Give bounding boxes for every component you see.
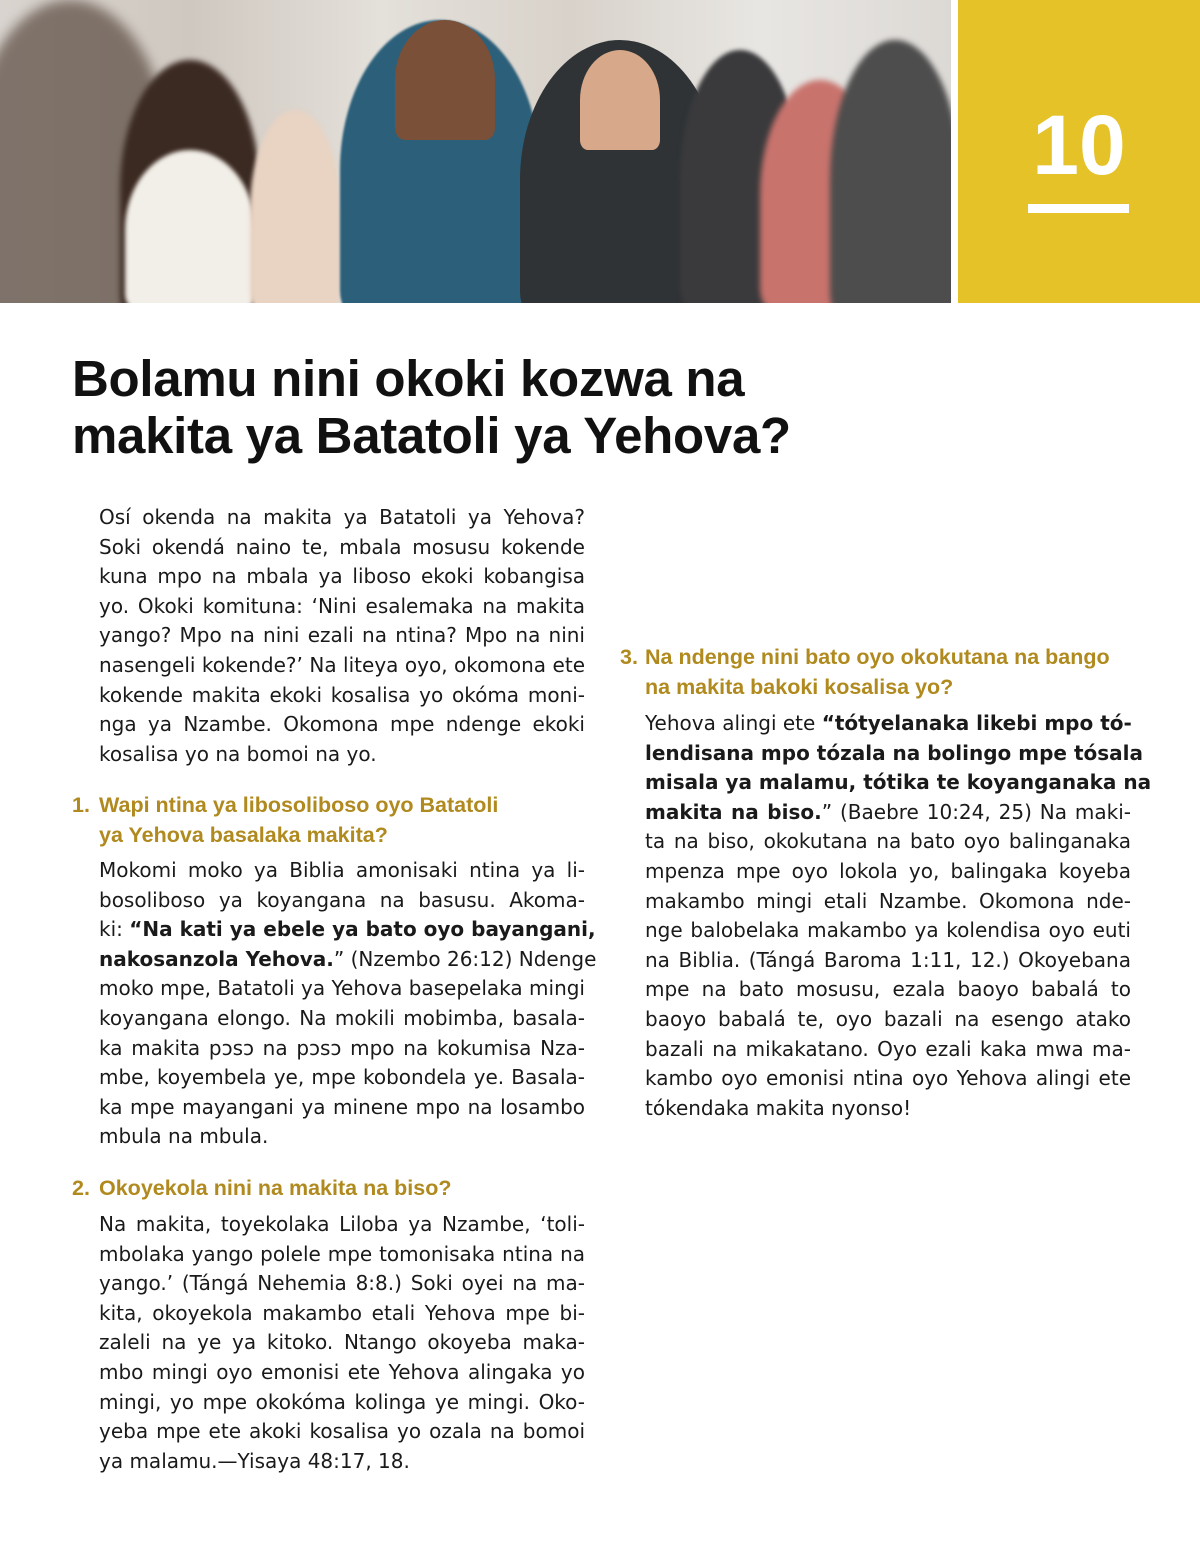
text-line: mbe, koyembela ye, mpe kobondela ye. Basala- <box>99 1065 585 1090</box>
text-line: mbo mingi oyo emonisi ete Yehova alingaka yo <box>99 1359 585 1384</box>
text-line: mingi, yo mpe okokóma kolinga ye mingi. Oko- <box>99 1389 585 1414</box>
text-line: ka mpe mayangani ya minene mpo na losambo <box>99 1094 585 1119</box>
question-number: 2. <box>72 1176 90 1200</box>
text-line: makambo mingi etali Nzambe. Okomona nde- <box>645 888 1131 913</box>
text-line: mbula na mbula. <box>99 1124 269 1149</box>
text-line: yo. Okoki komituna: ‘Nini esalemaka na makita <box>99 593 585 618</box>
text-line: mpenza mpe oyo lokola yo, balingaka koyeba <box>645 858 1131 883</box>
text-line: tókendaka makita nyonso! <box>645 1095 912 1120</box>
question-number: 1. <box>72 793 90 817</box>
text-line: zaleli na ye ya kitoko. Ntango okoyeba maka- <box>99 1330 585 1355</box>
question-text: na makita bakoki kosalisa yo? <box>645 675 954 699</box>
bold-quote-text: nakosanzola Yehova. <box>99 946 334 971</box>
bold-quote-text: “Na kati ya ebele ya bato oyo bayangani, <box>129 917 596 942</box>
question-text: Wapi ntina ya libosoliboso oyo Batatoli <box>99 793 499 817</box>
answer-paragraph-2 <box>99 1210 585 1476</box>
text-line: nasengeli kokende?’ Na liteya oyo, okomona ete <box>99 652 585 677</box>
text-line: na Biblia. (Tángá Baroma 1:11, 12.) Okoyebana <box>645 947 1131 972</box>
lesson-number-underline <box>1028 204 1129 213</box>
bold-quote-text: “tótyelanaka likebi mpo tó- <box>821 711 1132 735</box>
text-line: kita, okoyekola makambo etali Yehova mpe bi- <box>99 1300 585 1325</box>
bold-quote-text: makita na biso. <box>645 799 822 824</box>
answer-paragraph-1 <box>99 856 597 1152</box>
header-photo-congregation-meeting <box>0 0 951 303</box>
text-line: mpe na bato mosusu, ezala baoyo babalá to <box>645 977 1131 1002</box>
text-line: koyangana elongo. Na mokili mobimba, basala- <box>99 1005 585 1030</box>
text-line: Soki okendá naino te, mbala mosusu kokende <box>99 534 585 559</box>
text-line <box>645 709 1131 739</box>
bold-quote-text: lendisana mpo tózala na bolingo mpe tósala <box>645 740 1143 765</box>
text-line: nge balobelaka makambo ya kolendisa oyo euti <box>645 918 1131 943</box>
question-text: Okoyekola nini na makita na biso? <box>99 1176 452 1200</box>
text-line: kosalisa yo na bomoi na yo. <box>99 741 377 766</box>
text-line: yango? Mpo na nini ezali na ntina? Mpo na nini <box>99 623 585 648</box>
text-line <box>645 739 1143 769</box>
text-line: moko mpe, Batatoli ya Yehova basepelaka mingi <box>99 976 585 1001</box>
text-line <box>645 798 1131 828</box>
page-title <box>72 350 791 464</box>
question-text: ya Yehova basalaka makita? <box>99 823 388 847</box>
text-line: Osí okenda na makita ya Batatoli ya Yehova? <box>99 505 585 529</box>
title-line: Bolamu nini okoki kozwa na <box>72 350 745 407</box>
text-line: kuna mpo na mbala ya liboso ekoki kobangisa <box>99 564 585 589</box>
text-line: kambo oyo emonisi ntina oyo Yehova alingi ete <box>645 1066 1131 1091</box>
text-line: baoyo babalá te, oyo bazali na esengo atako <box>645 1006 1131 1031</box>
text-line: ka makita pɔsɔ na pɔsɔ mpo na kokumisa Nza- <box>99 1035 585 1060</box>
text-line: yango.’ (Tángá Nehemia 8:8.) Soki oyei na ma- <box>99 1271 585 1296</box>
answer-paragraph-3 <box>645 709 1152 1123</box>
question-number: 3. <box>620 645 638 669</box>
text-line: Mokomi moko ya Biblia amonisaki ntina ya li- <box>99 858 585 882</box>
text-segment: ” (Nzembo 26:12) Ndenge <box>333 946 597 971</box>
text-line <box>99 915 596 945</box>
text-line: ya malamu.—Yisaya 48:17, 18. <box>99 1448 410 1473</box>
text-line: kokende makita ekoki kosalisa yo okóma moni- <box>99 682 585 707</box>
text-line <box>645 768 1152 798</box>
lesson-number: 10 <box>1032 98 1126 192</box>
text-line: bazali na mikakatano. Oyo ezali kaka mwa ma- <box>645 1036 1131 1061</box>
text-segment: ki: <box>99 917 130 942</box>
question-text: Na ndenge nini bato oyo okokutana na bango <box>645 645 1110 669</box>
intro-paragraph <box>99 503 585 769</box>
text-line: ta na biso, okokutana na bato oyo balinganaka <box>645 829 1131 854</box>
text-segment: ” (Baebre 10:24, 25) Na maki- <box>821 799 1132 824</box>
text-line: Na makita, toyekolaka Liloba ya Nzambe, ‘toli- <box>99 1212 585 1236</box>
lesson-number-badge <box>958 0 1200 303</box>
text-line <box>99 945 597 975</box>
text-line: nga ya Nzambe. Okomona mpe ndenge ekoki <box>99 712 585 737</box>
title-line: makita ya Batatoli ya Yehova? <box>72 407 791 464</box>
text-line: bosoliboso ya koyangana na basusu. Akoma- <box>99 887 585 912</box>
text-segment: Yehova alingi ete <box>645 711 822 735</box>
text-line: yeba mpe ete akoki kosalisa yo ozala na bomoi <box>99 1419 585 1444</box>
text-line: mbolaka yango polele mpe tomonisaka ntina na <box>99 1241 585 1266</box>
bold-quote-text: misala ya malamu, tótika te koyanganaka na <box>645 770 1152 795</box>
